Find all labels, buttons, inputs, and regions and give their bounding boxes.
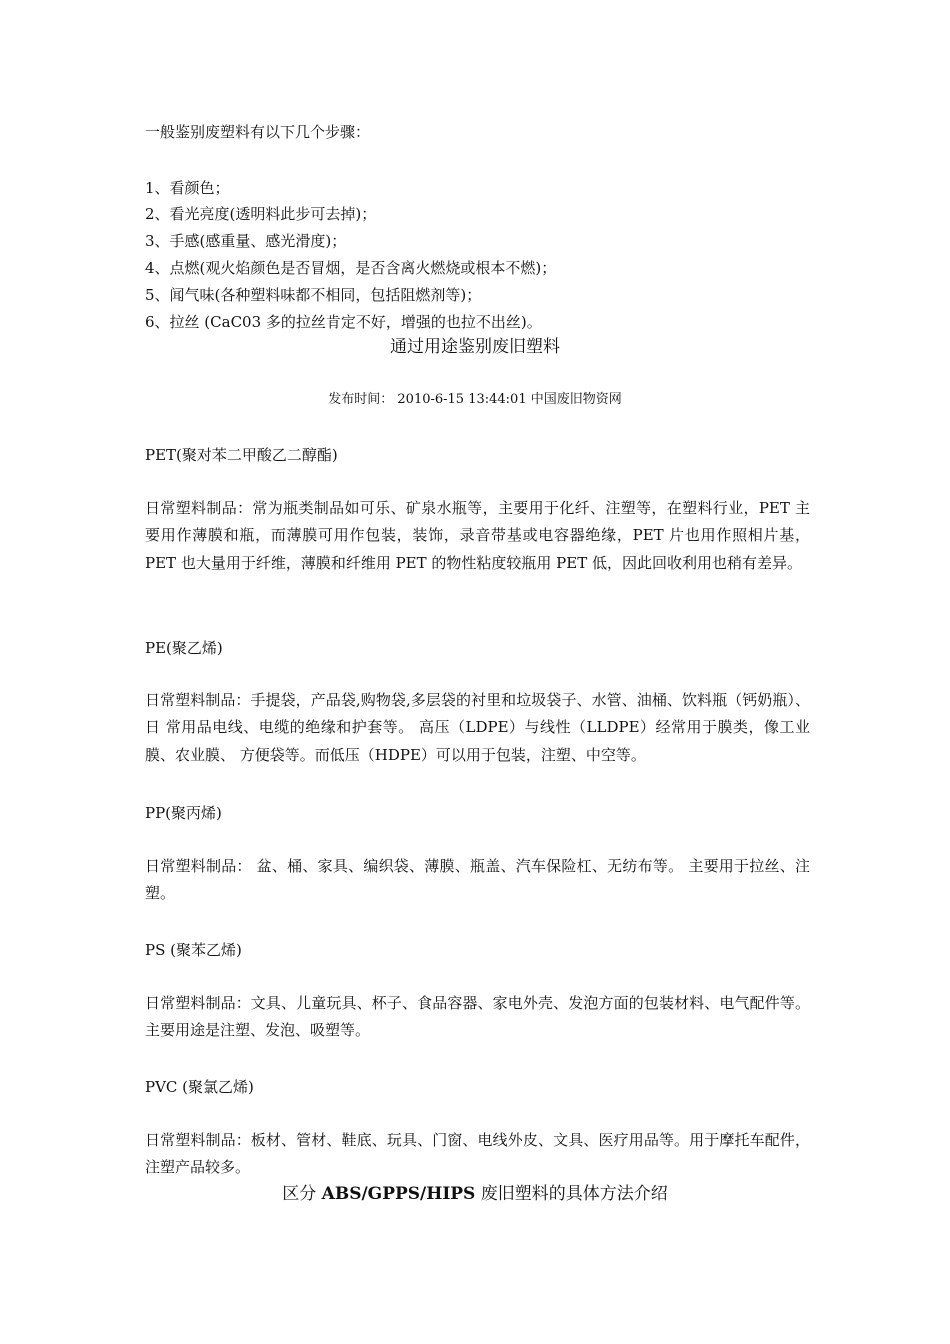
section-title-abs <box>0 1183 950 1205</box>
material-heading-pp: PP(聚丙烯) <box>145 804 222 822</box>
step-item: 1、看颜色； <box>145 179 230 197</box>
title-suffix: 废旧塑料的具体方法介绍 <box>475 1184 668 1204</box>
intro-text: 一般鉴别废塑料有以下几个步骤： <box>145 123 371 141</box>
section-title: 通过用途鉴别废旧塑料 <box>390 337 560 357</box>
material-body-ps: 日常塑料制品：文具、儿童玩具、杯子、食品容器、家电外壳、发泡方面的包装材料、电气配件等。主要用途是注塑、发泡、吸塑等。 <box>145 994 810 1040</box>
publish-meta: 发布时间： 2010-6-15 13:44:01 中国废旧物资网 <box>328 392 622 407</box>
material-body-pp: 日常塑料制品： 盆、桶、家具、编织袋、薄膜、瓶盖、汽车保险杠、无纺布等。 主要用于拉丝、注塑。 <box>145 857 810 903</box>
material-heading-pvc: PVC (聚氯乙烯) <box>145 1078 254 1096</box>
material-body-pet: 日常塑料制品：常为瓶类制品如可乐、矿泉水瓶等，主要用于化纤、注塑等，在塑料行业，PET 主要用作薄膜和瓶，而薄膜可用作包装，装饰，录音带基或电容器绝缘，PET 片也用作照相片基，PET 也大量用于纤维，薄膜和纤维用 PET 的物性粘度较瓶用 PET 低，因此回收利用也稍有差异。 <box>145 499 810 572</box>
title-bold: ABS/GPPS/HIPS <box>321 1184 476 1204</box>
step-item: 4、点燃(观火焰颜色是否冒烟，是否含离火燃烧或根本不燃)； <box>145 259 557 277</box>
material-heading-ps: PS (聚苯乙烯) <box>145 941 242 959</box>
step-item: 6、拉丝 (CaC03 多的拉丝肯定不好，增强的也拉不出丝)。 <box>145 313 542 331</box>
material-body-pvc: 日常塑料制品：板材、管材、鞋底、玩具、门窗、电线外皮、文具、医疗用品等。用于摩托车配件，注塑产品较多。 <box>145 1131 810 1177</box>
material-body-pe: 日常塑料制品：手提袋，产品袋,购物袋,多层袋的衬里和垃圾袋子、水管、油桶、饮料瓶（钙奶瓶）、日 常用品电线、电缆的绝缘和护套等。 高压（LDPE）与线性（LLDPE）经常用于膜类，像工业膜、农业膜、 方便袋等。而低压（HDPE）可以用于包装，注塑、中空等。 <box>145 691 810 764</box>
material-heading-pet: PET(聚对苯二甲酸乙二醇酯) <box>145 446 338 464</box>
step-item: 5、闻气味(各种塑料味都不相同，包括阻燃剂等)； <box>145 286 482 304</box>
material-heading-pe: PE(聚乙烯) <box>145 639 223 657</box>
title-prefix: 区分 <box>282 1184 322 1204</box>
step-item: 3、手感(感重量、感光滑度)； <box>145 232 347 250</box>
step-item: 2、看光亮度(透明料此步可去掉)； <box>145 205 377 223</box>
